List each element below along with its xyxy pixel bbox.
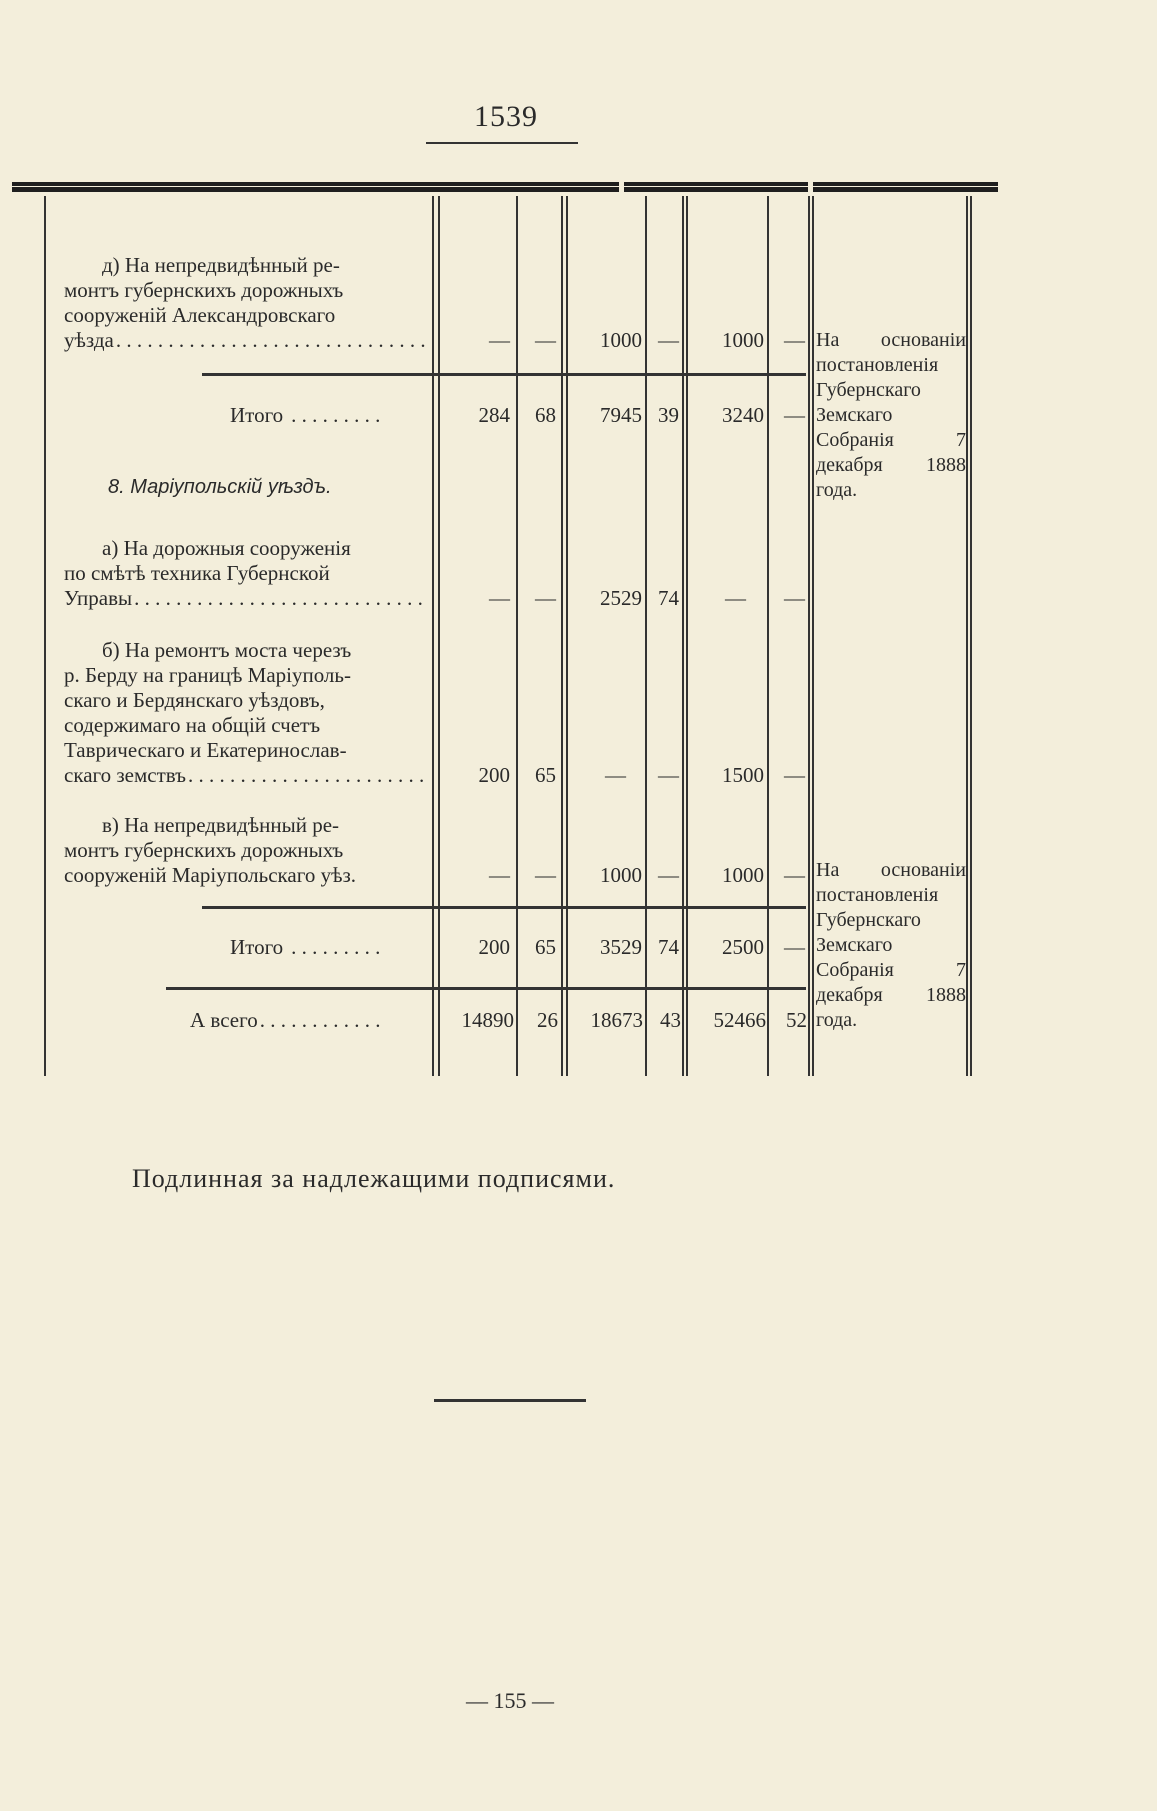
- column-line: [682, 196, 684, 1076]
- desc-line: сооруженій Александровскаго: [64, 303, 336, 327]
- leader-dots: . . . . . . . . . . . .: [259, 1008, 381, 1032]
- row-vsego-c3: 18673: [590, 1008, 643, 1032]
- rule-gap: [808, 182, 813, 192]
- row-v-c1: —: [489, 863, 510, 887]
- subtotal-rule: [166, 987, 806, 990]
- table-top-rule: [12, 182, 998, 192]
- column-line: [966, 196, 968, 1076]
- row-b-c3: —: [605, 763, 626, 787]
- desc-last-line: [64, 586, 426, 611]
- row-d-c2: —: [535, 328, 556, 352]
- desc-line: содержимаго на общій счетъ: [64, 713, 321, 737]
- column-line: [432, 196, 434, 1076]
- leader-dots: [188, 763, 426, 788]
- row-a-c3: 2529: [600, 586, 642, 610]
- row-vsego-c4: 43: [660, 1008, 681, 1032]
- desc-line: по смѣтѣ техника Губернской: [64, 561, 330, 585]
- row-itogo2-c5: 2500: [722, 935, 764, 959]
- row-a-c2: —: [535, 586, 556, 610]
- leader-dots: . . . . . . . . .: [291, 935, 381, 959]
- row-itogo1-label: [230, 403, 426, 428]
- row-a-description: [64, 536, 426, 611]
- row-itogo2-c6: —: [784, 935, 805, 959]
- desc-line: монтъ губернскихъ дорожныхъ: [64, 278, 344, 302]
- page-number-underline: [426, 142, 578, 144]
- row-v-description: [64, 813, 426, 888]
- desc-line: в) На непредвидѣнный ре-: [102, 813, 340, 837]
- row-v-c5: 1000: [722, 863, 764, 887]
- total-label-text: Итого: [230, 403, 284, 427]
- page-number: 1539: [474, 100, 538, 133]
- row-itogo1-c2: 68: [535, 403, 556, 427]
- row-a-c4: 74: [658, 586, 679, 610]
- desc-line: сооруженій Маріупольскаго уѣз.: [64, 863, 357, 887]
- row-b-c2: 65: [535, 763, 556, 787]
- row-vsego-c6: 52: [786, 1008, 807, 1032]
- row-v-c2: —: [535, 863, 556, 887]
- row-a-c1: —: [489, 586, 510, 610]
- subtotal-rule: [202, 906, 806, 909]
- column-line: [970, 196, 972, 1076]
- row-d-c4: —: [658, 328, 679, 352]
- column-line: [561, 196, 563, 1076]
- note-first: На основаніи постановленія Губернскаго Земскаго Собранія 7 декабря 1888 года.: [816, 329, 966, 501]
- row-itogo1-c6: —: [784, 403, 805, 427]
- desc-line: б) На ремонтъ моста черезъ: [102, 638, 352, 662]
- certification-text: Подлинная за надлежащими подписями.: [132, 1164, 616, 1193]
- leader-dots: [134, 586, 426, 611]
- row-d-c1: —: [489, 328, 510, 352]
- desc-line: монтъ губернскихъ дорожныхъ: [64, 838, 344, 862]
- row-a-c6: —: [784, 586, 805, 610]
- row-v-c6: —: [784, 863, 805, 887]
- row-b-description: [64, 638, 426, 788]
- note-second: На основаніи постановленія Губернскаго Земскаго Собранія 7 декабря 1888 года.: [816, 859, 966, 1031]
- desc-line: Управы: [64, 586, 133, 610]
- row-itogo2-c4: 74: [658, 935, 679, 959]
- row-itogo1-c4: 39: [658, 403, 679, 427]
- desc-line: уѣзда: [64, 328, 114, 352]
- row-itogo1-c5: 3240: [722, 403, 764, 427]
- column-line: [808, 196, 810, 1076]
- column-line: [44, 196, 46, 1076]
- row-vsego-label: [190, 1008, 426, 1033]
- row-d-c3: 1000: [600, 328, 642, 352]
- row-vsego-c5: 52466: [713, 1008, 766, 1032]
- row-itogo2-c2: 65: [535, 935, 556, 959]
- total-label-text: А всего: [190, 1008, 258, 1032]
- row-vsego-c1: 14890: [461, 1008, 514, 1032]
- row-b-c5: 1500: [722, 763, 764, 787]
- row-itogo2-c3: 3529: [600, 935, 642, 959]
- desc-line: скаго и Бердянскаго уѣздовъ,: [64, 688, 325, 712]
- desc-line: Таврическаго и Екатеринослав-: [64, 738, 347, 762]
- column-line: [812, 196, 814, 1076]
- row-itogo1-c3: 7945: [600, 403, 642, 427]
- total-label-text: Итого: [230, 935, 284, 959]
- row-b-c1: 200: [478, 763, 510, 787]
- row-vsego-c2: 26: [537, 1008, 558, 1032]
- desc-last-line: [64, 763, 426, 788]
- row-v-c4: —: [658, 863, 679, 887]
- row-v-c3: 1000: [600, 863, 642, 887]
- footer-page-number: — 155 —: [466, 1688, 554, 1713]
- desc-line: а) На дорожныя сооруженія: [102, 536, 351, 560]
- row-d-c5: 1000: [722, 328, 764, 352]
- desc-line: скаго земствъ: [64, 763, 187, 787]
- leader-dots: [116, 328, 426, 353]
- row-itogo1-c1: 284: [478, 403, 510, 427]
- desc-line: д) На непредвидѣнный ре-: [102, 253, 340, 277]
- desc-line: р. Берду на границѣ Маріуполь-: [64, 663, 351, 687]
- desc-last-line: [64, 328, 426, 353]
- closing-rule: [434, 1399, 586, 1402]
- subtotal-rule: [202, 373, 806, 376]
- row-b-c4: —: [658, 763, 679, 787]
- row-itogo2-label: [230, 935, 426, 960]
- leader-dots: . . . . . . . . .: [291, 403, 381, 427]
- section-heading: 8. Маріупольскій уѣздъ.: [108, 476, 332, 498]
- rule-gap: [619, 182, 624, 192]
- row-b-c6: —: [784, 763, 805, 787]
- row-d-c6: —: [784, 328, 805, 352]
- row-d-description: [64, 253, 426, 353]
- row-a-c5: —: [725, 586, 746, 610]
- row-itogo2-c1: 200: [478, 935, 510, 959]
